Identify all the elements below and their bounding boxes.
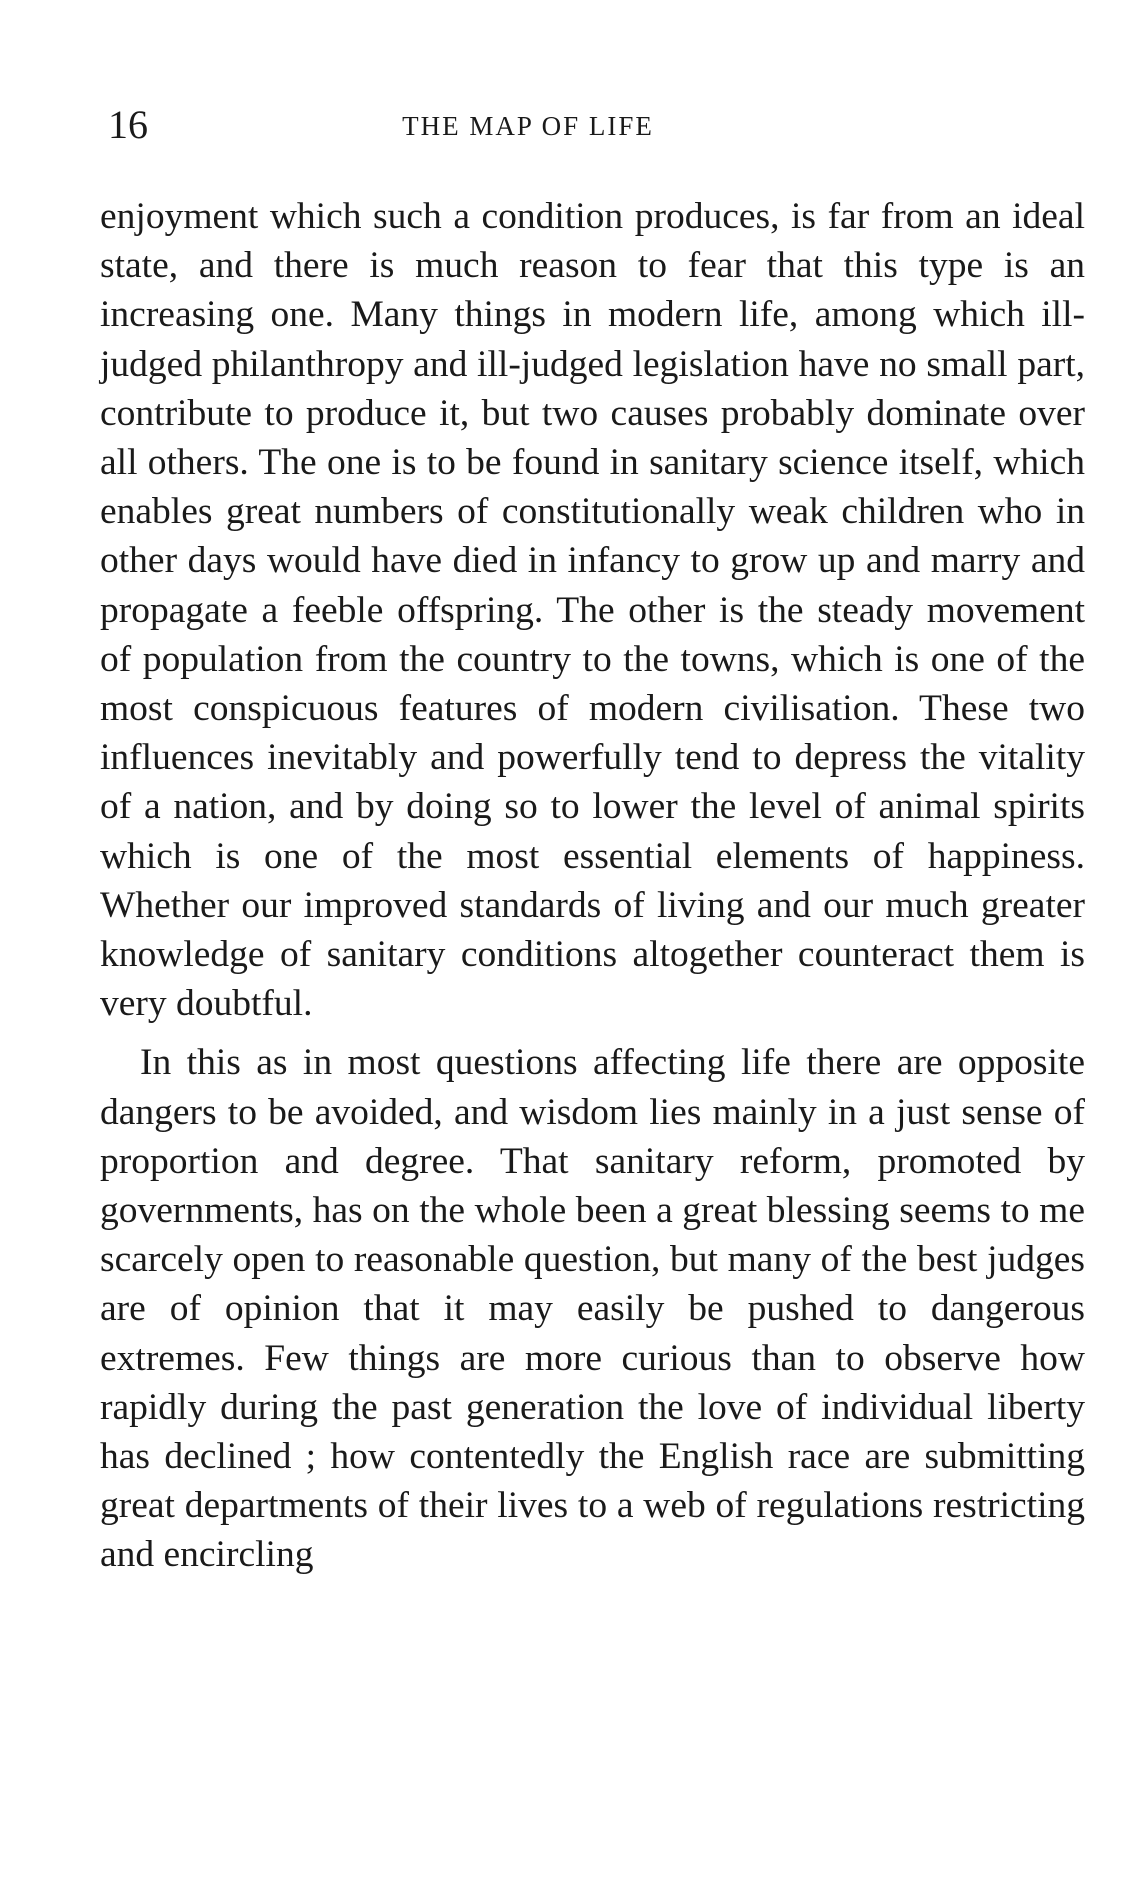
paragraph-1: enjoyment which such a condition produces, is far from an ideal state, and there is much reason to fear that this type is an increasing one. Many things in modern life, among which ill-judged philanthropy and ill-judged legislation have no small part, contribute to produce it, but two causes probably dominate over all others. The one is to be found in sanitary science itself, which enables great numbers of constitutionally weak children who in other days would have died in infancy to grow up and marry and propagate a feeble offspring. The other is the steady movement of population from the country to the towns, which is one of the most conspicuous features of modern civilisation. These two influences inevitably and powerfully tend to depress the vitality of a nation, and by doing so to lower the level of animal spirits which is one of the most essential elements of happiness. Whether our improved standards of living and our much greater knowledge of sanitary conditions altogether counteract them is very doubtful. <box>100 196 1085 1025</box>
body-text <box>100 192 1085 1580</box>
page-number: 16 <box>108 102 148 147</box>
page-header <box>108 100 1068 150</box>
paragraph-2: In this as in most questions affecting life there are opposite dangers to be avoided, and wisdom lies mainly in a just sense of proportion and degree. That sanitary reform, promoted by governments, has on the whole been a great blessing seems to me scarcely open to reasonable question, but many of the best judges are of opinion that it may easily be pushed to dangerous extremes. Few things are more curious than to observe how rapidly during the past generation the love of individual liberty has declined ; how contentedly the English race are submitting great departments of their lives to a web of regulations restricting and encircling <box>100 1042 1085 1576</box>
running-title: THE MAP OF LIFE <box>402 111 654 141</box>
